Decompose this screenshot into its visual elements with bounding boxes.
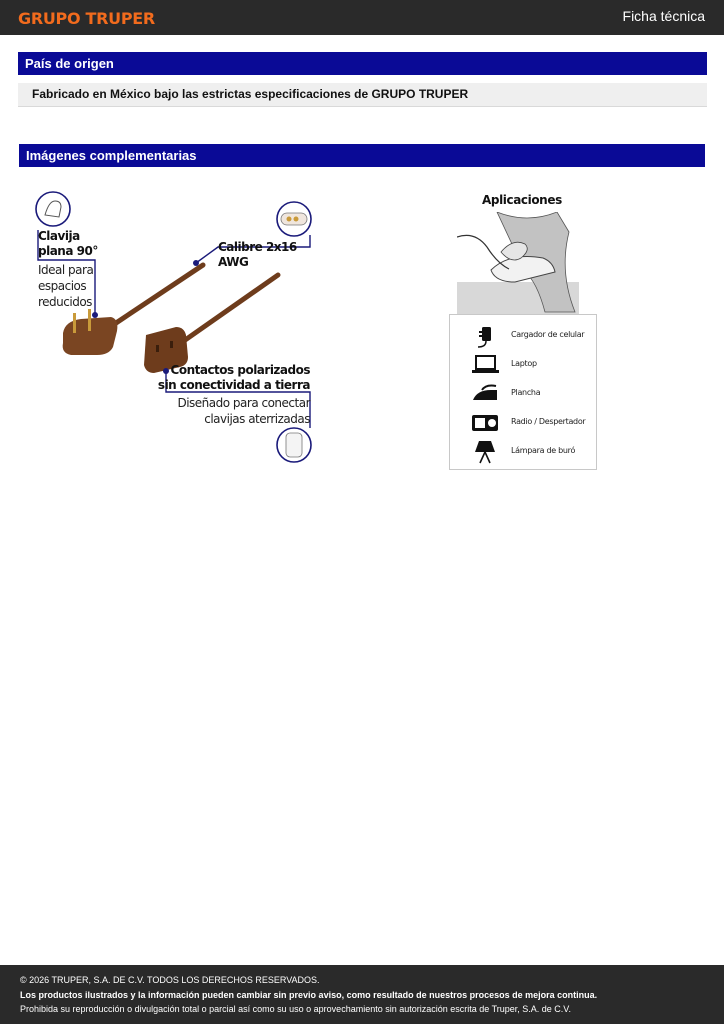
plug-title-line-2: plana 90° xyxy=(38,244,98,258)
applications-list xyxy=(449,314,597,470)
application-item xyxy=(450,323,596,349)
applications-title: Aplicaciones xyxy=(482,193,562,207)
contacts-title-line-2: sin conectividad a tierra xyxy=(157,378,310,392)
lamp-icon xyxy=(470,439,500,465)
plug-desc-line-3: reducidos xyxy=(38,295,92,309)
contacts-desc-line-2: clavijas aterrizadas xyxy=(204,412,310,426)
page-title: Ficha técnica xyxy=(622,8,705,24)
application-item xyxy=(450,381,596,407)
ironing-illustration xyxy=(457,212,587,314)
application-label: Lámpara de buró xyxy=(511,446,576,455)
footer-notice: Los productos ilustrados y la información pueden cambiar sin previo aviso, como resultado de nuestros procesos de mejora continua. xyxy=(20,990,598,1000)
images-heading: Imágenes complementarias xyxy=(19,144,705,167)
application-label: Plancha xyxy=(511,388,541,397)
contacts-title-line-1: Contactos polarizados xyxy=(170,363,310,377)
contacts-desc-line-1: Diseñado para conectar xyxy=(177,396,310,410)
gauge-label: Calibre 2x16 AWG xyxy=(218,240,297,269)
plug-desc-line-2: espacios xyxy=(38,279,87,293)
footer xyxy=(0,965,724,1024)
origin-text: Fabricado en México bajo las estrictas especificaciones de GRUPO TRUPER xyxy=(18,83,707,107)
extension-cord-illustration xyxy=(28,185,328,470)
footer-prohibition: Prohibida su reproducción o divulgación total o parcial así como su uso o aprovechamiento sin autorización escrita de Truper, S.A. de C.V. xyxy=(20,1004,571,1014)
origin-heading: País de origen xyxy=(18,52,707,75)
footer-copyright: © 2026 TRUPER, S.A. DE C.V. TODOS LOS DERECHOS RESERVADOS. xyxy=(20,975,320,985)
application-item xyxy=(450,439,596,465)
product-diagram xyxy=(28,185,328,470)
top-bar xyxy=(0,0,724,35)
application-label: Cargador de celular xyxy=(511,330,585,339)
radio-clock-icon xyxy=(470,410,500,436)
application-item xyxy=(450,352,596,378)
laptop-icon xyxy=(470,352,500,378)
truper-logo[interactable]: GRUPO TRUPER xyxy=(18,9,155,28)
plug-title-line-1: Clavija xyxy=(38,229,80,243)
application-label: Radio / Despertador xyxy=(511,417,586,426)
application-item xyxy=(450,410,596,436)
phone-charger-icon xyxy=(470,323,500,349)
application-label: Laptop xyxy=(511,359,537,368)
plug-desc-line-1: Ideal para xyxy=(38,263,94,277)
iron-icon xyxy=(470,381,500,407)
